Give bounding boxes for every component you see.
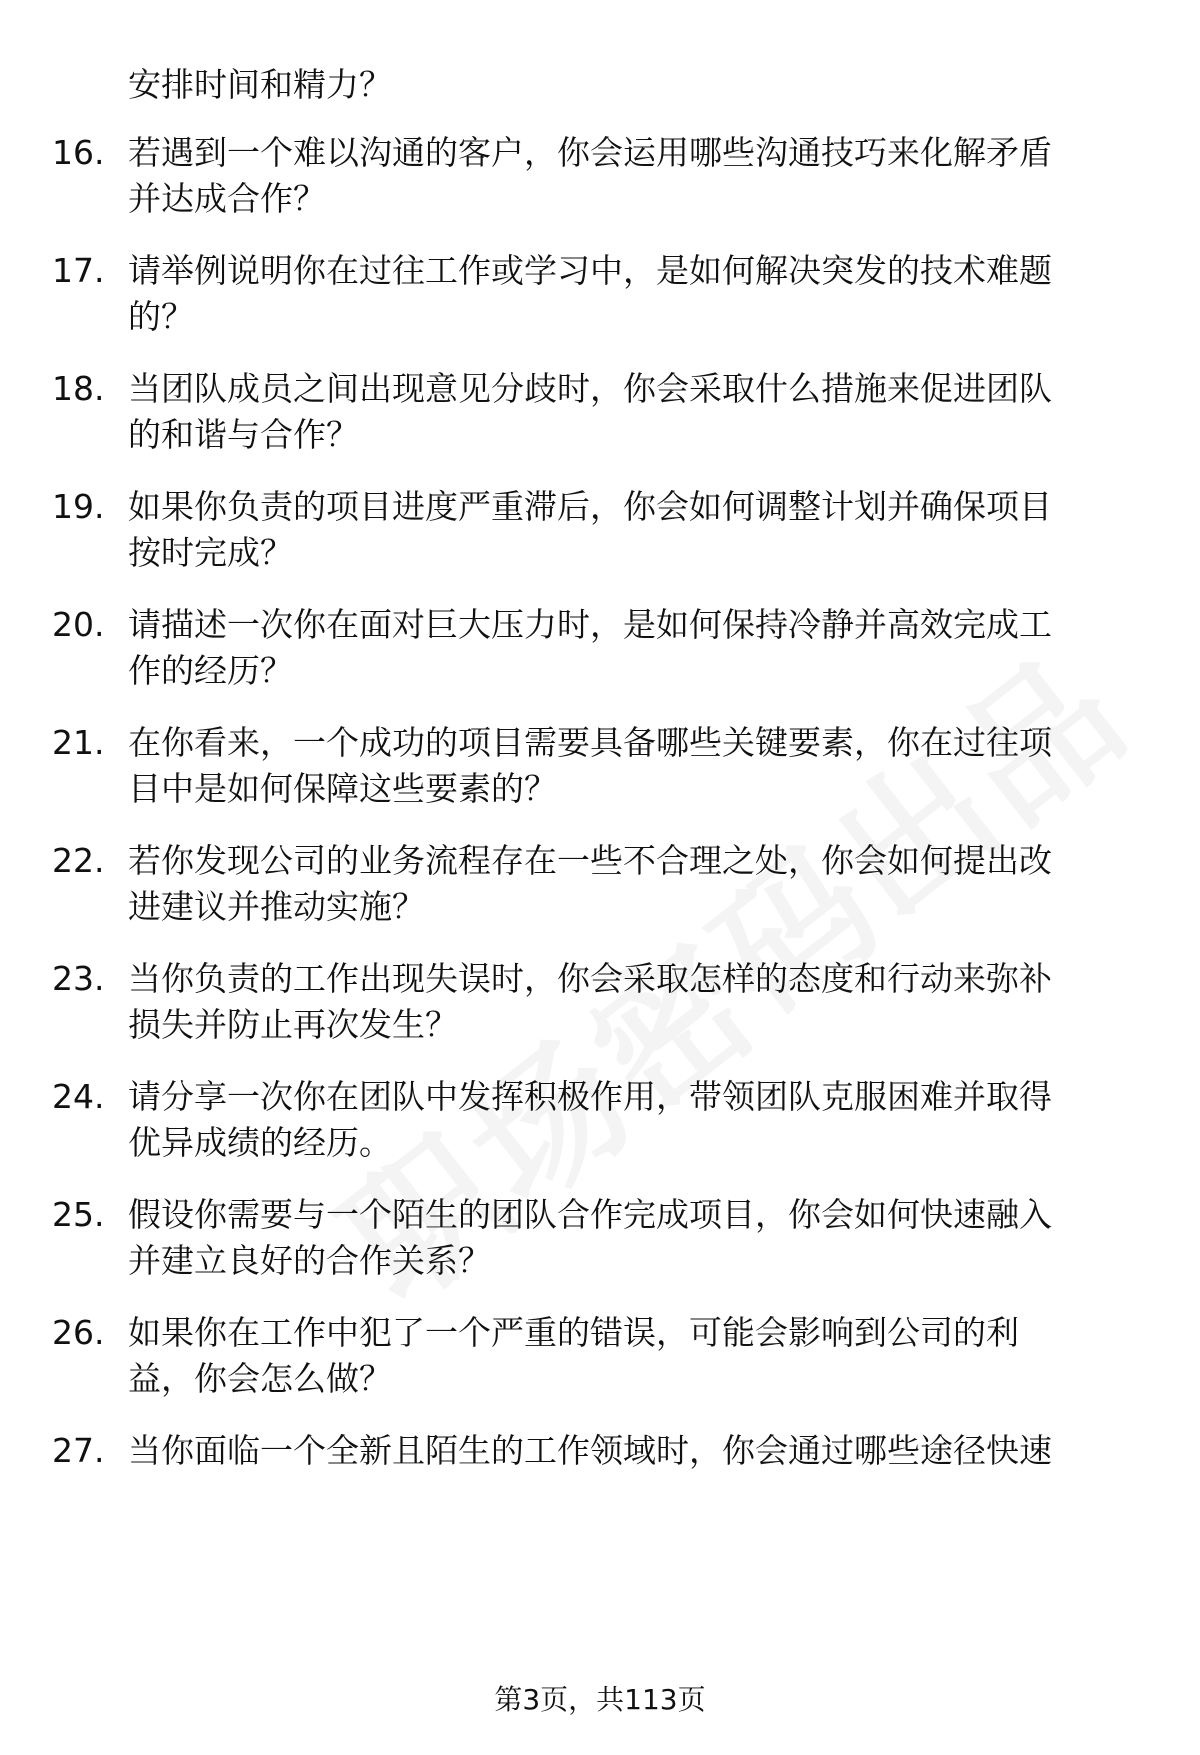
- question-text-line: 请举例说明你在过往工作或学习中，是如何解决突发的技术难题: [128, 251, 1052, 290]
- question-number: 21.: [52, 723, 105, 762]
- question-text-line: 损失并防止再次发生？: [128, 1005, 458, 1044]
- question-text-line: 若遇到一个难以沟通的客户，你会运用哪些沟通技巧来化解矛盾: [128, 133, 1052, 172]
- question-continuation: 安排时间和精力？: [128, 65, 392, 104]
- question-text-line: 如果你负责的项目进度严重滞后，你会如何调整计划并确保项目: [128, 487, 1052, 526]
- question-number: 24.: [52, 1077, 105, 1116]
- question-text-line: 目中是如何保障这些要素的？: [128, 769, 557, 808]
- question-text-line: 作的经历？: [128, 651, 293, 690]
- question-number: 27.: [52, 1431, 105, 1470]
- question-item: [0, 366, 1200, 466]
- question-number: 17.: [52, 251, 105, 290]
- question-text-line: 假设你需要与一个陌生的团队合作完成项目，你会如何快速融入: [128, 1195, 1052, 1234]
- question-item: [0, 838, 1200, 938]
- question-text-line: 的和谐与合作？: [128, 415, 359, 454]
- question-number: 20.: [52, 605, 105, 644]
- question-number: 18.: [52, 369, 105, 408]
- question-item: [0, 1310, 1200, 1410]
- question-number: 16.: [52, 133, 105, 172]
- question-number: 19.: [52, 487, 105, 526]
- question-number: 23.: [52, 959, 105, 998]
- question-number: 22.: [52, 841, 105, 880]
- question-item: [0, 1192, 1200, 1292]
- question-text-line: 当团队成员之间出现意见分歧时，你会采取什么措施来促进团队: [128, 369, 1052, 408]
- question-number: 25.: [52, 1195, 105, 1234]
- question-item: [0, 956, 1200, 1056]
- question-item: [0, 1074, 1200, 1174]
- question-number: 26.: [52, 1313, 105, 1352]
- question-item: [0, 602, 1200, 702]
- question-text-line: 并达成合作？: [128, 179, 326, 218]
- question-text-line: 益，你会怎么做？: [128, 1359, 392, 1398]
- question-item: [0, 248, 1200, 348]
- question-item: [0, 720, 1200, 820]
- question-item: [0, 484, 1200, 584]
- question-text-line: 如果你在工作中犯了一个严重的错误，可能会影响到公司的利: [128, 1313, 1019, 1352]
- question-text-line: 进建议并推动实施？: [128, 887, 425, 926]
- question-text-line: 按时完成？: [128, 533, 293, 572]
- question-text-line: 并建立良好的合作关系？: [128, 1241, 491, 1280]
- question-text-line: 请描述一次你在面对巨大压力时，是如何保持冷静并高效完成工: [128, 605, 1052, 644]
- question-text-line: 在你看来，一个成功的项目需要具备哪些关键要素，你在过往项: [128, 723, 1052, 762]
- question-text-line: 当你负责的工作出现失误时，你会采取怎样的态度和行动来弥补: [128, 959, 1052, 998]
- page-footer: 第3页，共113页: [494, 1683, 706, 1716]
- question-text-line: 若你发现公司的业务流程存在一些不合理之处，你会如何提出改: [128, 841, 1052, 880]
- question-text-line: 优异成绩的经历。: [128, 1123, 392, 1162]
- question-text-line: 请分享一次你在团队中发挥积极作用，带领团队克服困难并取得: [128, 1077, 1052, 1116]
- question-item: [0, 1428, 1200, 1528]
- question-item: [0, 130, 1200, 230]
- question-text-line: 的？: [128, 297, 194, 336]
- question-text-line: 当你面临一个全新且陌生的工作领域时，你会通过哪些途径快速: [128, 1431, 1052, 1470]
